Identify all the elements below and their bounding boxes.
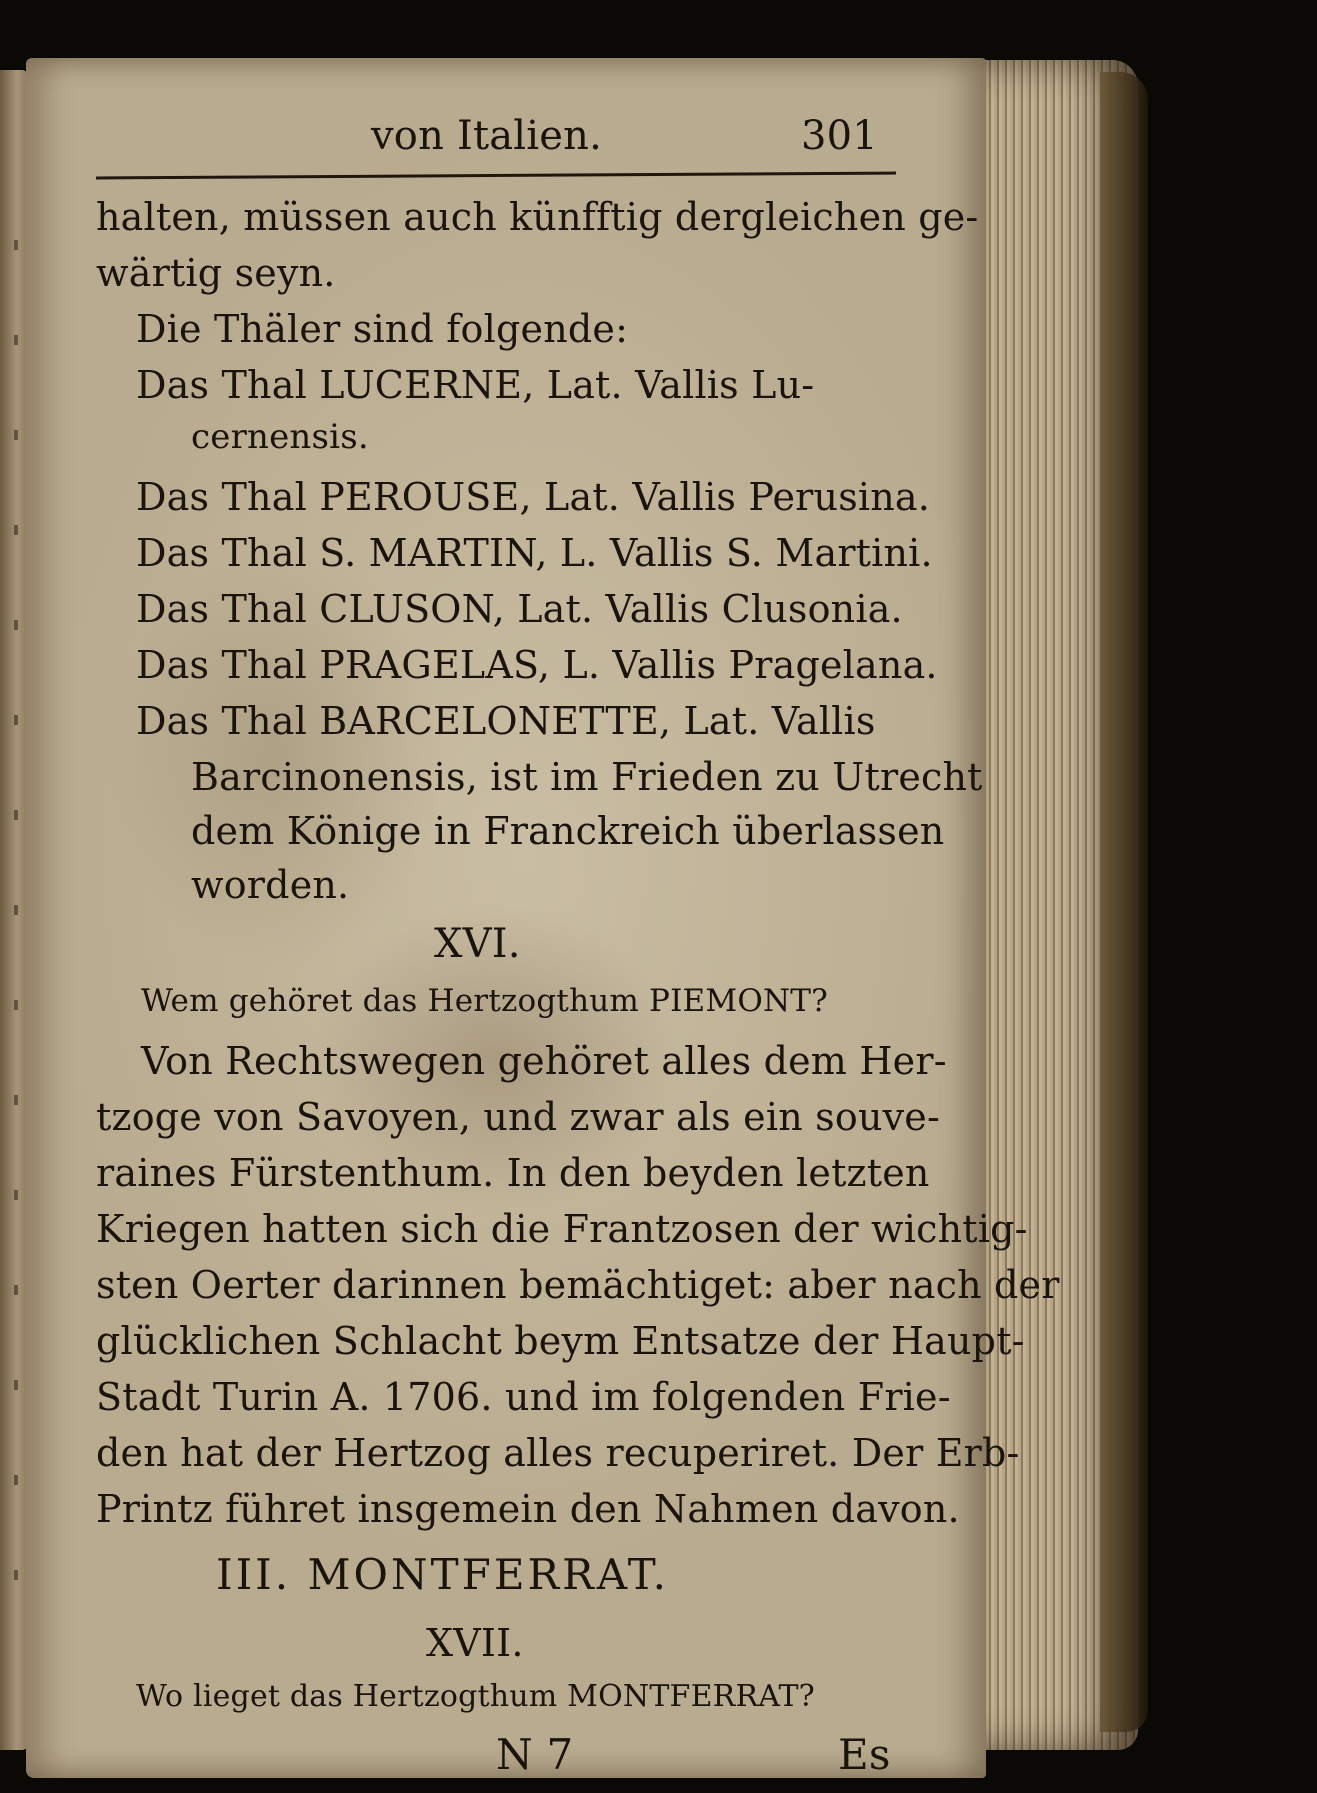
text-line: Das Thal LUCERNE, Lat. Vallis Lu-: [136, 363, 815, 407]
answer-line: raines Fürstenthum. In den beyden letzten: [96, 1151, 930, 1195]
page-text: [26, 58, 1060, 1779]
answer-line: tzoge von Savoyen, und zwar als ein souve-: [96, 1095, 941, 1139]
text-line: worden.: [191, 863, 350, 907]
answer-line: Stadt Turin A. 1706. und im folgenden Frie-: [96, 1375, 951, 1419]
answer-line: Kriegen hatten sich die Frantzosen der wichtig-: [96, 1207, 1028, 1251]
text-line: Das Thal PEROUSE, Lat. Vallis Perusina.: [136, 475, 931, 519]
answer-line: Printz führet insgemein den Nahmen davon.: [96, 1487, 960, 1531]
section-heading-montferrat: III. MONTFERRAT.: [216, 1550, 669, 1599]
text-line: Das Thal PRAGELAS, L. Vallis Pragelana.: [136, 643, 938, 687]
text-line: wärtig seyn.: [96, 251, 336, 295]
running-title: von Italien.: [371, 113, 603, 159]
signature-mark: N 7: [496, 1730, 574, 1779]
section-heading-xvi: XVI.: [434, 921, 521, 967]
answer-line: glücklichen Schlacht beym Entsatze der Haupt-: [96, 1319, 1025, 1363]
header-rule: [96, 172, 896, 180]
binding-edge: [1100, 72, 1148, 1732]
question-xvi: Wem gehöret das Hertzogthum PIEMONT?: [141, 983, 828, 1019]
left-page-marks: [14, 240, 18, 1590]
page-number: 301: [801, 113, 878, 159]
answer-line: sten Oerter darinnen bemächtiget: aber nach der: [96, 1263, 1060, 1307]
text-line: Die Thäler sind folgende:: [136, 307, 629, 351]
text-line: halten, müssen auch künfftig dergleichen ge-: [96, 195, 979, 239]
text-line: Barcinonensis, ist im Frieden zu Utrecht: [191, 755, 983, 799]
text-line: dem Könige in Franckreich überlassen: [191, 809, 945, 853]
text-line: Das Thal CLUSON, Lat. Vallis Clusonia.: [136, 587, 903, 631]
answer-line: den hat der Hertzog alles recuperiret. Der Erb-: [96, 1431, 1020, 1475]
book-page: [26, 58, 1060, 1779]
section-heading-xvii: XVII.: [426, 1621, 524, 1665]
text-line: cernensis.: [191, 417, 369, 457]
text-line: Das Thal S. MARTIN, L. Vallis S. Martini.: [136, 531, 933, 575]
left-page-edge: [0, 70, 28, 1750]
question-xvii: Wo lieget das Hertzogthum MONTFERRAT?: [136, 1679, 815, 1714]
answer-line: Von Rechtswegen gehöret alles dem Her-: [141, 1039, 947, 1083]
catchword: Es: [838, 1730, 891, 1779]
text-line: Das Thal BARCELONETTE, Lat. Vallis: [136, 699, 876, 743]
